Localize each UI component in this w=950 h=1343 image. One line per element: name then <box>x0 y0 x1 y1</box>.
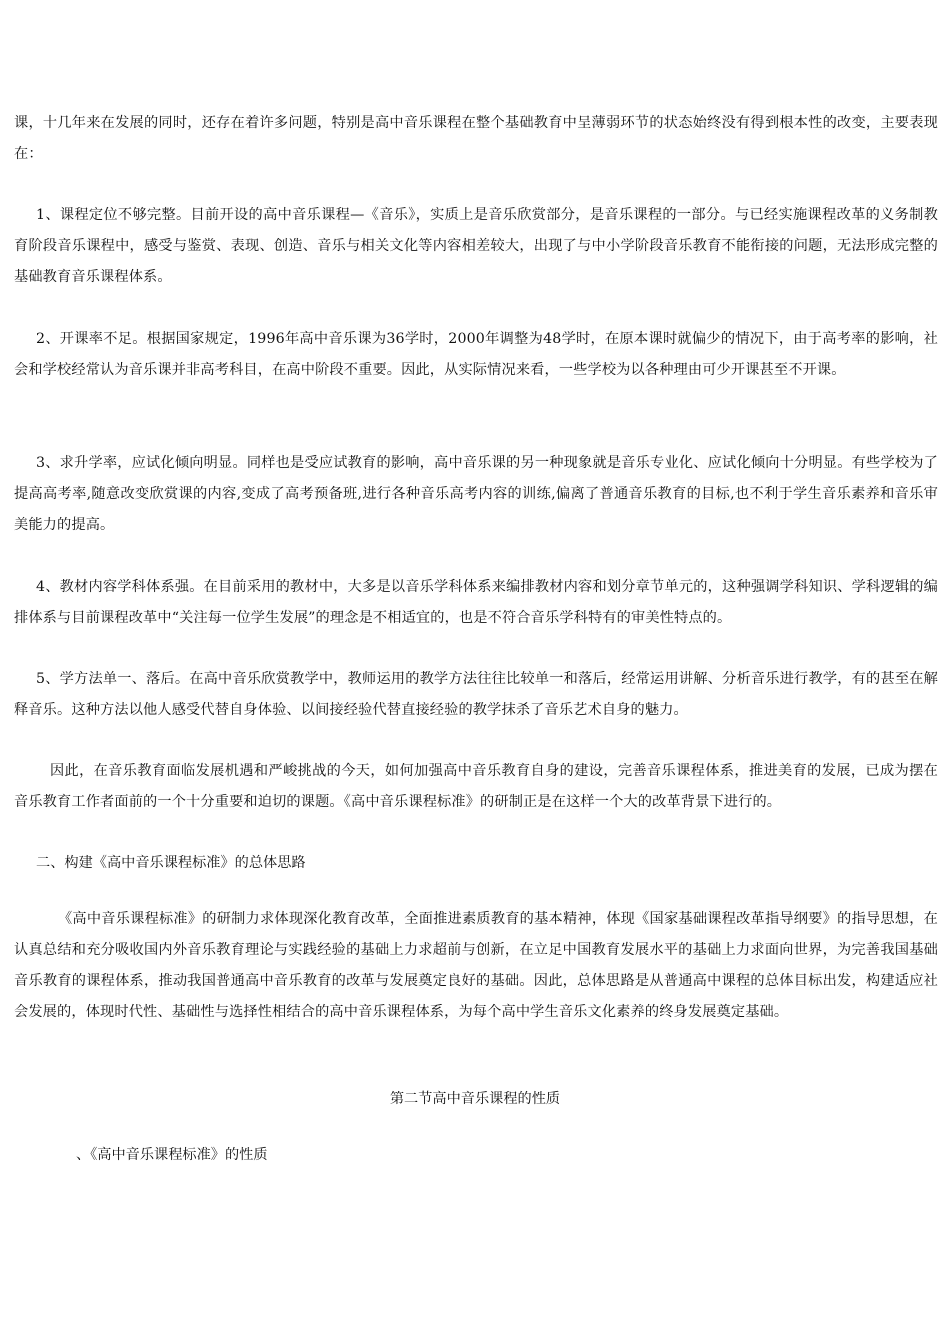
sub-heading: 、《高中音乐课程标准》的性质 <box>76 1147 268 1163</box>
paragraph-item-1: 1、课程定位不够完整。目前开设的高中音乐课程—《音乐》，实质上是音乐欣赏部分，是音乐课程的一部分。与已经实施课程改革的义务制教育阶段音乐课程中，感受与鉴赏、表现、创造、音乐与相关文化等内容相差较大，出现了与中小学阶段音乐教育不能衔接的问题，无法形成完整的基础教育音乐课程体系。 <box>14 207 938 285</box>
paragraph-item-4: 4、教材内容学科体系强。在目前采用的教材中，大多是以音乐学科体系来编排教材内容和划分章节单元的，这种强调学科知识、学科逻辑的编排体系与目前课程改革中“关注每一位学生发展”的理念是不相适宜的，也是不符合音乐学科特有的审美性特点的。 <box>14 579 938 626</box>
paragraph-item-2: 2、开课率不足。根据国家规定，1996年高中音乐课为36学时，2000年调整为48学时，在原本课时就偏少的情况下，由于高考率的影响，社会和学校经常认为音乐课并非高考科目，在高中阶段不重要。因此，从实际情况来看，一些学校为以各种理由可少开课甚至不开课。 <box>14 331 938 378</box>
paragraph-intro: 课，十几年来在发展的同时，还存在着许多问题，特别是高中音乐课程在整个基础教育中呈薄弱环节的状态始终没有得到根本性的改变，主要表现在： <box>14 115 938 162</box>
section-title: 第二节高中音乐课程的性质 <box>389 1091 561 1107</box>
paragraph-overall-approach: 《高中音乐课程标准》的研制力求体现深化教育改革，全面推进素质教育的基本精神，体现《国家基础课程改革指导纲要》的指导思想，在认真总结和充分吸收国内外音乐教育理论与实践经验的基础上力求超前与创新，在立足中国教育发展水平的基础上力求面向世界，为完善我国基础音乐教育的课程体系，推动我国普通高中音乐教育的改革与发展奠定良好的基础。因此，总体思路是从普通高中课程的总体目标出发，构建适应社会发展的，体现时代性、基础性与选择性相结合的高中音乐课程体系，为每个高中学生音乐文化素养的终身发展奠定基础。 <box>14 911 938 1020</box>
paragraph-item-5: 5、学方法单一、落后。在高中音乐欣赏教学中，教师运用的教学方法往往比较单一和落后，经常运用讲解、分析音乐进行教学，有的甚至在解释音乐。这种方法以他人感受代替自身体验、以间接经验代替直接经验的教学抹杀了音乐艺术自身的魅力。 <box>14 671 938 718</box>
section-heading-two: 二、构建《高中音乐课程标准》的总体思路 <box>36 855 306 871</box>
paragraph-conclusion: 因此，在音乐教育面临发展机遇和严峻挑战的今天，如何加强高中音乐教育自身的建设，完善音乐课程体系，推进美育的发展，已成为摆在音乐教育工作者面前的一个十分重要和迫切的课题。《高中音乐课程标准》的研制正是在这样一个大的改革背景下进行的。 <box>14 763 938 810</box>
paragraph-item-3: 3、求升学率，应试化倾向明显。同样也是受应试教育的影响，高中音乐课的另一种现象就是音乐专业化、应试化倾向十分明显。有些学校为了提高高考率,随意改变欣赏课的内容,变成了高考预备班,进行各种音乐高考内容的训练,偏离了普通音乐教育的目标,也不利于学生音乐素养和音乐审美能力的提高。 <box>14 455 938 533</box>
